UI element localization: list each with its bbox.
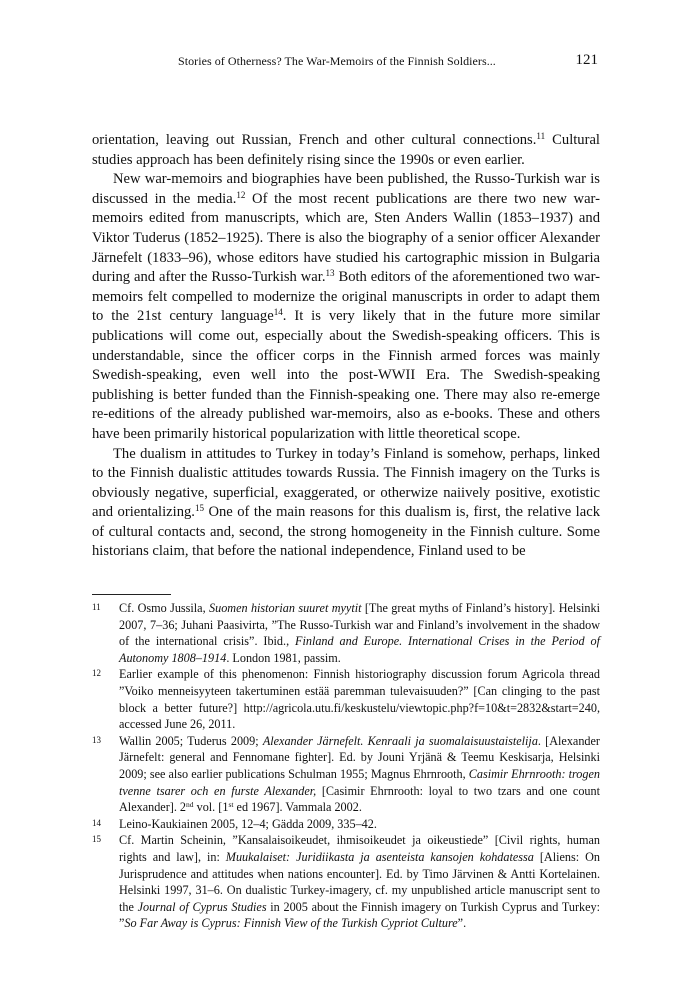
footnote-13 [92,733,600,816]
text-run: vol. [1 [193,800,229,815]
footnote-number: 13 [92,734,101,745]
footnote-ref-15[interactable]: 15 [194,503,204,514]
footnotes [92,600,600,932]
paragraph-3 [92,445,600,563]
text-run: [Aliens: On Jurisprudence and attitudes when nations encounter]. Ed. by Timo Järvinen & Antti Kortelainen. Helsinki 1997, 31–6. On dualistic Turkey-imagery, cf. my unpublished article manuscript sent to the [119,849,600,914]
footnote-12 [92,666,600,732]
footnote-number: 11 [92,602,101,612]
text-run: . [Alexander Järnefelt: general and Fennomane fighter]. Ed. by Jouni Yrjänä & Teemu Keskisarja, Helsinki 2009; see also earlier publications Schulman 1955; Magnus Ehrnrooth, [119,733,600,781]
footnote-number: 12 [92,668,101,679]
paragraph-1 [92,131,600,170]
text-run: orientation, leaving out Russian, French and other cultural connections. [92,132,537,148]
footnote-14 [92,816,600,833]
article-title: So Far Away is Cyprus: Finnish View of the Turkish Cypriot Culture [124,916,458,931]
paragraph-2 [92,170,600,444]
footnote-separator [92,594,171,595]
text-run: Both editors of the aforementioned two war-memoirs felt compelled to modernize the original manuscripts in order to adapt them to the 21st century language [92,269,600,325]
text-run: Of the most recent publications are there two new war-memoirs edited from manuscripts, which are, Sten Anders Wallin (1853–1937) and Viktor Tuderus (1852–1925). There is also the biography of a senior officer Alexander Järnefelt (1833–96), whose editors have studied his cartographic mission in Bulgaria during and after the Russo-Turkish war. [92,190,600,286]
footnote-ref-11[interactable]: 11 [536,131,546,142]
book-title: Suomen historian suuret myytit [209,601,362,615]
ordinal-suffix: st [228,799,234,809]
footnote-ref-12[interactable]: 12 [236,189,246,200]
text-run: ed 1967]. Vammala 2002. [233,800,362,815]
text-run: Cf. Martin Scheinin, ”Kansalaisoikeudet, ihmisoikeudet ja oikeustiede” [Civil rights, human rights and law], in: [119,833,600,864]
text-run: New war-memoirs and biographies have been published, the Russo-Turkish war is discussed in the media. [92,171,600,207]
text-run: Earlier example of this phenomenon: Finnish historiography discussion forum Agricola thread ”Voiko menneisyyteen takertuminen estää paremman tulevaisuuden?” [Can clinging to the past block a better future?] http://agricola.utu.fi/keskustelu/viewtopic.php?f=10&t=2832&start=240, accessed June 26, 2011. [119,667,600,732]
book-title: Casimir Ehrnrooth: trogen tvenne tsarer och en furste Alexander, [119,766,600,798]
page-header [0,53,692,73]
footnote-11 [92,600,600,666]
text-run: [The great myths of Finland’s history]. Helsinki 2007, 7–36; Juhani Paasivirta, ”The Russo-Turkish war and Finland’s involvement in the shadow of the international crisis”. Ibid., [119,601,600,649]
main-text [92,131,600,562]
text-run: The dualism in attitudes to Turkey in today’s Finland is somehow, perhaps, linked to the Finnish dualistic attitudes towards Russia. The Finnish imagery on the Turks is obviously negative, superficial, exaggerated, or otherwize naiively positive, exotistic and orientalizing. [92,445,600,521]
footnote-ref-13[interactable]: 13 [325,268,335,279]
book-title: Finland and Europe. International Crises in the Period of Autonomy 1808–1914 [119,634,600,665]
footnote-ref-14[interactable]: 14 [273,307,283,318]
book-title: Alexander Järnefelt. Kenraali ja suomalaisuustaistelija [262,733,538,748]
ordinal-suffix: nd [186,799,194,809]
text-run: ”. [457,916,467,931]
text-run: Cf. Osmo Jussila, [119,601,209,615]
journal-title: Journal of Cyprus Studies [137,899,267,914]
text-run: Wallin 2005; Tuderus 2009; [119,733,263,748]
text-run: [Casimir Ehrnrooth: loyal to two tzars and one count Alexander]. 2 [119,783,600,815]
footnote-15 [92,832,600,932]
page-number: 121 [575,52,598,68]
footnote-number: 15 [92,834,101,845]
book-title: Muukalaiset: Juridiikasta ja asenteista kansojen kohdatessa [225,849,534,864]
text-run: in 2005 about the Finnish imagery on Turkish Cyprus and Turkey: ” [119,899,600,931]
text-run: . It is very likely that in the future more similar publications will come out, especially about the Swedish-speaking officers. This is understandable, since the officer corps in the Finnish armed forces was mainly Swedish-speaking, even well into the post-WWII Era. The Swedish-speaking publishing is better funded than the Finnish-speaking one. There may also re-emerge re-editions of the already published war-memoirs, also as e-books. These and others have been primarily historical popularization with little theoretical scope. [92,308,601,442]
text-run: Cultural studies approach has been definitely rising since the 1990s or even earlier. [92,132,600,168]
text-run: Leino-Kaukiainen 2005, 12–4; Gädda 2009, 335–42. [119,816,377,831]
text-run: One of the main reasons for this dualism is, first, the relative lack of cultural contacts and, second, the strong homogeneity in the Finnish culture. Some historians claim, that before the national independence, Finland used to be [92,504,600,560]
running-title: Stories of Otherness? The War-Memoirs of the Finnish Soldiers... [178,54,496,68]
text-run: . London 1981, passim. [226,650,341,665]
footnote-number: 14 [92,817,101,828]
